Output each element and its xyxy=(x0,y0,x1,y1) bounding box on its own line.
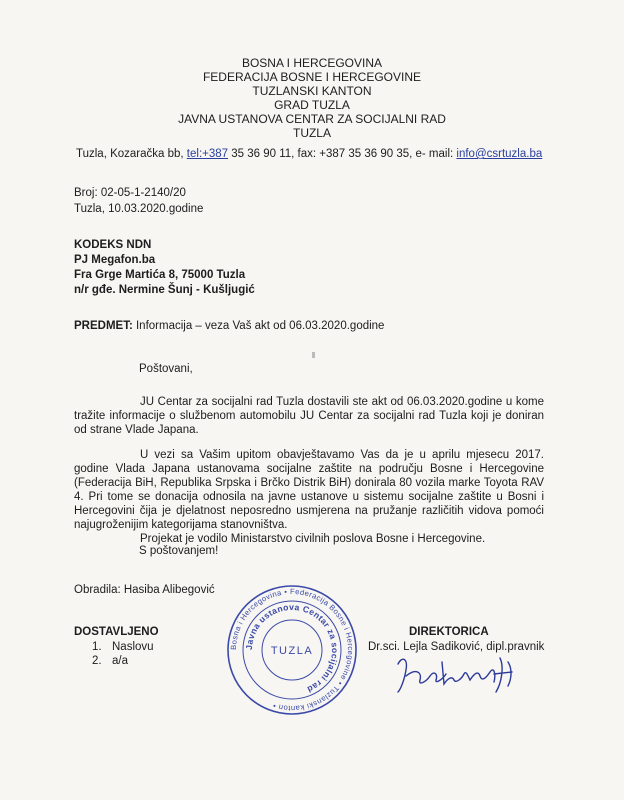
list-item xyxy=(92,654,154,668)
list-item-number: 2. xyxy=(92,655,102,667)
email-link[interactable]: info@csrtuzla.ba xyxy=(456,148,543,160)
list-item xyxy=(92,640,154,654)
reference-date: Tuzla, 10.03.2020.godine xyxy=(74,203,204,215)
director-title: DIREKTORICA xyxy=(409,626,489,638)
recipient-line: PJ Megafon.ba xyxy=(74,254,156,266)
scan-mark xyxy=(312,352,315,358)
letterhead-line: TUZLANSKI KANTON xyxy=(252,84,372,98)
reference-block xyxy=(74,185,203,217)
closing: S poštovanjem! xyxy=(139,545,219,557)
contact-middle-text: 35 36 90 11, fax: +387 35 36 90 35, e- mail: xyxy=(228,148,457,160)
subject-label: PREDMET: xyxy=(74,320,133,332)
delivered-title: DOSTAVLJENO xyxy=(74,626,159,638)
phone-link[interactable] xyxy=(187,148,228,160)
body-paragraph: Projekat je vodilo Ministarstvo civilnih poslova Bosne i Hercegovine. xyxy=(140,533,486,545)
subject-text: Informacija – veza Vaš akt od 06.03.2020.godine xyxy=(132,320,385,332)
prepared-by: Obradila: Hasiba Alibegović xyxy=(74,584,215,596)
stamp-outer-text: Bosna i Hercegovina • Federacija Bosne i Hercegovine • Tuzlanski kanton • xyxy=(228,586,356,714)
body-paragraph: U vezi sa Vašim upitom obavještavamo Vas da je u aprilu mjesecu 2017. godine Vlada Japana ustanovama socijalne zaštite na području Bosne i Hercegovine (Federacija BiH, Republika Srpska i Brčko Distrik BiH) donirala 80 vozila marke Toyota RAV 4. Pri tome se donacija odnosila na javne ustanove u sistemu socijalne zaštite u Bosni i Hercegovini čija je djelatnost neposredno usmjerena na pružanje različitih vidova pomoći najugroženijim kategorijama stanovništva. xyxy=(74,449,544,531)
director-signature xyxy=(390,652,530,698)
letterhead-line: BOSNA I HERCEGOVINA xyxy=(241,56,383,70)
recipient-line: KODEKS NDN xyxy=(74,239,152,251)
delivered-list xyxy=(92,640,154,668)
subject-line xyxy=(74,320,384,332)
recipient-line: n/r gđe. Nermine Šunj - Kušljugić xyxy=(74,284,255,296)
phone-link-value: +387 xyxy=(202,148,229,160)
list-item-text: Naslovu xyxy=(112,641,154,653)
letterhead-line: GRAD TUZLA xyxy=(274,98,350,112)
recipient-block xyxy=(74,238,255,298)
recipient-line: Fra Grge Martića 8, 75000 Tuzla xyxy=(74,269,246,281)
letterhead-line: TUZLA xyxy=(292,126,331,140)
body-paragraph: JU Centar za socijalni rad Tuzla dostavili ste akt od 06.03.2020.godine u kome tražite informacije o službenom automobilu JU Centar za socijalni rad Tuzla koji je doniran od strane Vlade Japana. xyxy=(74,396,544,436)
list-item-number: 1. xyxy=(92,641,102,653)
stamp-center-text: TUZLA xyxy=(270,645,314,657)
official-stamp xyxy=(224,582,360,718)
contact-line xyxy=(76,148,542,160)
letterhead xyxy=(0,56,624,140)
letterhead-line: JAVNA USTANOVA CENTAR ZA SOCIJALNI RAD xyxy=(178,112,446,126)
reference-number: Broj: 02-05-1-2140/20 xyxy=(74,187,186,199)
list-item-text: a/a xyxy=(112,655,128,667)
phone-link-label: tel: xyxy=(186,148,203,160)
salutation: Poštovani, xyxy=(139,363,193,375)
address-text: Tuzla, Kozaračka bb, xyxy=(76,148,187,160)
director-name: Dr.sci. Lejla Sadiković, dipl.pravnik xyxy=(368,641,545,653)
stamp-inner-text: Javna ustanova Centar za socijalni rad xyxy=(243,601,341,695)
letter-body xyxy=(74,395,544,546)
letterhead-line: FEDERACIJA BOSNE I HERCEGOVINE xyxy=(202,70,422,84)
